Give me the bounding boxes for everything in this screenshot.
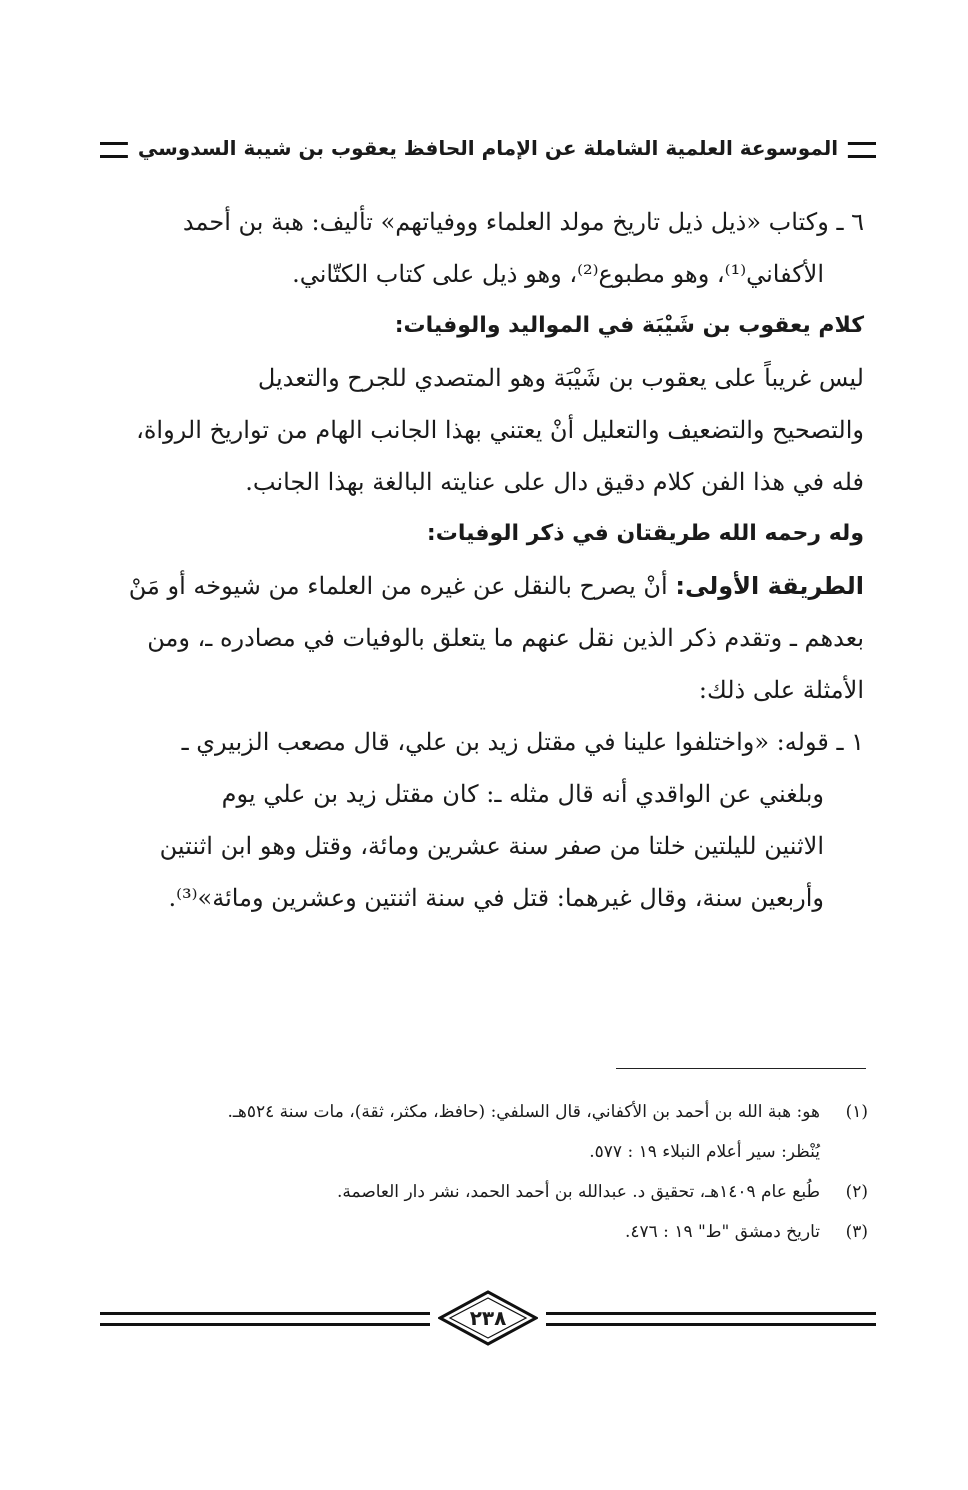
footnote-1-continuation: يُنْظر: سير أعلام النبلاء ١٩ : ٥٧٧. [589,1142,820,1162]
paragraph-2-line-1 [108,560,864,612]
paragraph-2-line-3: الأمثلة على ذلك: [698,676,864,704]
paragraph-2-line-1-text: أنْ يصرح بالنقل عن غيره من العلماء من شيوخه أو مَنْ [128,572,668,600]
footer-rule-left [100,1312,430,1326]
footnote-2-text: طُبع عام ١٤٠٩هـ، تحقيق د. عبدالله بن أحمد الحمد، نشر دار العاصمة. [336,1182,820,1202]
page-number-badge [438,1290,538,1346]
page-number: ٢٣٨ [469,1306,507,1330]
footnote-3-number: (٣) [845,1222,868,1242]
item-6-line-2: الأكفاني⁽¹⁾، وهو مطبوع⁽²⁾، وهو ذيل على كتاب الكتّاني. [292,260,824,288]
paragraph-1-line-1: ليس غريباً على يعقوب بن شَيْبَة وهو المتصدي للجرح والتعديل [257,364,864,392]
main-text [108,196,864,924]
footnote-1-number: (١) [845,1102,868,1122]
footnote-3 [108,1212,868,1252]
footnote-3-text: تاريخ دمشق "ط" ١٩ : ٤٧٦. [624,1222,820,1242]
first-method-label: الطريقة الأولى: [675,572,864,600]
header-title: الموسوعة العلمية الشاملة عن الإمام الحافظ يعقوب بن شيبة السدوسي [128,130,848,166]
footer-rule-right [546,1312,876,1326]
paragraph-2-line-2: بعدهم ـ وتقدم ذكر الذين نقل عنهم ما يتعلق بالوفيات في مصادره ـ، ومن [147,624,864,652]
page-footer [100,1290,876,1348]
paragraph-1-line-2: والتصحيح والتضعيف والتعليل أنْ يعتني بهذا الجانب الهام من تواريخ الرواة، [136,416,864,444]
running-header [100,130,876,170]
footnote-2-number: (٢) [845,1182,868,1202]
section-heading-two-methods: وله رحمه الله طريقتان في ذكر الوفيات: [426,521,864,546]
footnote-1 [108,1092,868,1132]
section-heading-births-deaths: كلام يعقوب بن شَيْبَة في المواليد والوفيات: [394,313,864,338]
example-1-line-1: ١ ـ قوله: «واختلفوا علينا في مقتل زيد بن علي، قال مصعب الزبيري ـ [181,728,864,756]
footnote-1-text: هو: هبة الله بن أحمد بن الأكفاني، قال السلفي: (حافظ، مكثر، ثقة)، مات سنة ٥٢٤هـ. [227,1102,820,1122]
example-1-line-4: وأربعين سنة، وقال غيرهما: قتل في سنة اثنتين وعشرين ومائة»⁽³⁾. [168,884,824,912]
item-6-line-1: ٦ ـ وكتاب «ذيل ذيل تاريخ مولد العلماء ووفياتهم» تأليف: هبة بن أحمد [182,208,864,236]
paragraph-1-line-3: فله في هذا الفن كلام دقيق دال على عنايته البالغة بهذا الجانب. [245,468,864,496]
example-1-line-3: الاثنين لليلتين خلتا من صفر سنة عشرين ومائة، وقتل وهو ابن اثنتين [159,832,824,860]
example-1-line-2: وبلغني عن الواقدي أنه قال مثله ـ: كان مقتل زيد بن علي يوم [221,780,824,808]
footnotes [108,1092,868,1252]
footnote-2 [108,1172,868,1212]
footnote-separator [616,1068,866,1069]
